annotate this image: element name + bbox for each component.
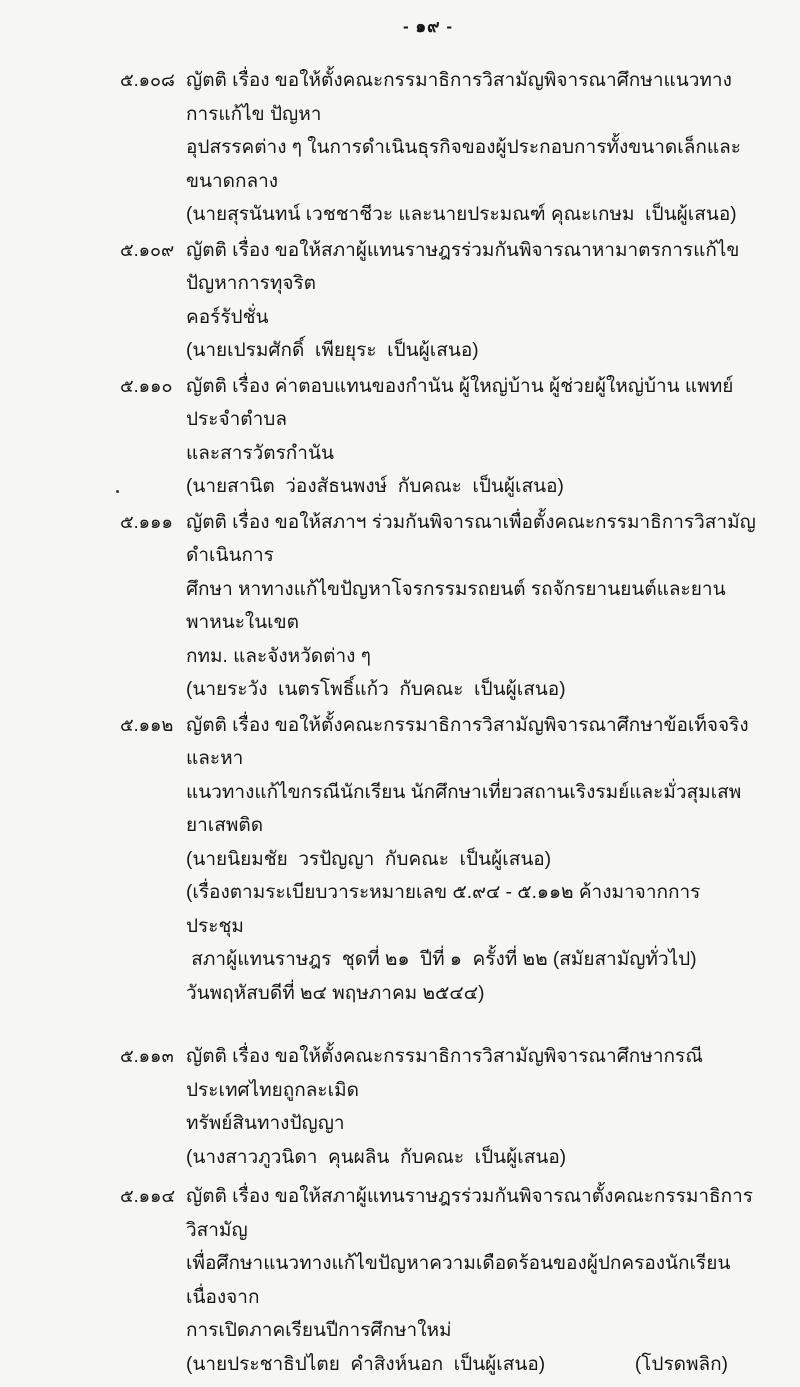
motion-line: ทรัพย์สินทางปัญญา <box>186 1113 345 1134</box>
motion-line: ญัตติ เรื่อง ขอให้สภาฯ ร่วมกันพิจารณาเพื่อตั้งคณะกรรมาธิการวิสามัญดำเนินการ <box>186 511 756 566</box>
motion-number: ๕.๑๑๒ <box>120 714 174 735</box>
scan-speck-dot <box>116 490 119 493</box>
motion-line: ญัตติ เรื่อง ขอให้ตั้งคณะกรรมาธิการวิสามัญพิจารณาศึกษากรณีประเทศไทยถูกละเมิด <box>186 1046 703 1101</box>
motion-item <box>120 506 756 707</box>
motion-proposer: (นายประชาธิปไตย คำสิงห์นอก เป็นผู้เสนอ) <box>186 1353 546 1375</box>
motion-text <box>186 1040 756 1174</box>
motion-number: ๕.๑๐๘ <box>120 70 175 90</box>
motion-line: (นายระวัง เนตรโพธิ์แก้ว กับคณะ เป็นผู้เสนอ) <box>186 679 566 700</box>
motion-number: ๕.๑๑๔ <box>120 1186 176 1206</box>
motion-number: ๕.๑๐๙ <box>120 239 175 260</box>
motion-item <box>120 64 756 232</box>
motion-item <box>120 1040 756 1174</box>
motion-section <box>120 64 756 1010</box>
motion-line: (เรื่องตามระเบียบวาระหมายเลข ๕.๙๔ - ๕.๑๑๒ ค้างมาจากการประชุม <box>186 882 701 937</box>
motion-line: กทม. และจังหวัดต่าง ๆ <box>186 645 371 667</box>
motion-item <box>120 370 756 504</box>
motion-line: ญัตติ เรื่อง ขอให้สภาผู้แทนราษฎรร่วมกันพิจารณาตั้งคณะกรรมาธิการวิสามัญ <box>186 1186 754 1241</box>
motion-text <box>186 1180 756 1381</box>
motion-line: (นายสานิต ว่องสัธนพงษ์ กับคณะ เป็นผู้เสนอ) <box>186 476 564 497</box>
motion-line: ญัตติ เรื่อง ค่าตอบแทนของกำนัน ผู้ใหญ่บ้าน ผู้ช่วยผู้ใหญ่บ้าน แพทย์ประจำตำบล <box>186 375 734 430</box>
motion-line: คอร์รัปชั่น <box>186 306 269 328</box>
motion-text <box>186 709 756 1011</box>
motion-text <box>186 64 756 232</box>
motion-line: (นายเปรมศักดิ์ เพียยุระ เป็นผู้เสนอ) <box>186 340 479 361</box>
page-number: - ๑๙ - <box>402 17 453 36</box>
motion-line: (นางสาวภูวนิดา คุนผลิน กับคณะ เป็นผู้เสนอ) <box>186 1146 567 1168</box>
motion-line: (นายนิยมชัย วรปัญญา กับคณะ เป็นผู้เสนอ) <box>186 848 552 870</box>
motion-number: ๕.๑๑๐ <box>120 375 173 396</box>
motion-item <box>120 1180 756 1381</box>
motion-line: แนวทางแก้ไขกรณีนักเรียน นักศึกษาเที่ยวสถานเริงรมย์และมั่วสุมเสพยาเสพติด <box>186 781 742 836</box>
motion-line: ญัตติ เรื่อง ขอให้ตั้งคณะกรรมาธิการวิสามัญพิจารณาศึกษาแนวทางการแก้ไข ปัญหา <box>186 70 732 125</box>
motion-text <box>186 234 756 368</box>
motion-line: และสารวัตรกำนัน <box>186 442 334 464</box>
motion-number: ๕.๑๑๓ <box>120 1046 174 1066</box>
motion-list <box>120 64 756 1387</box>
motion-number: ๕.๑๑๑ <box>120 511 173 532</box>
turn-page-note: (โปรดพลิก) <box>634 1353 728 1375</box>
motion-section <box>120 1040 756 1381</box>
motion-line: (นายสุรนันทน์ เวชชาชีวะ และนายประมณฑ์ คุณะเกษม เป็นผู้เสนอ) <box>186 204 737 225</box>
motion-line: วันพฤหัสบดีที่ ๒๔ พฤษภาคม ๒๕๔๔) <box>186 982 485 1004</box>
motion-line: ญัตติ เรื่อง ขอให้ตั้งคณะกรรมาธิการวิสามัญพิจารณาศึกษาข้อเท็จจริงและหา <box>186 714 749 769</box>
motion-line: ญัตติ เรื่อง ขอให้สภาผู้แทนราษฎรร่วมกันพิจารณาหามาตรการแก้ไขปัญหาการทุจริต <box>186 239 740 294</box>
motion-line <box>186 1348 756 1382</box>
motion-line: สภาผู้แทนราษฎร ชุดที่ ๒๑ ปีที่ ๑ ครั้งที่ ๒๒ (สมัยสามัญทั่วไป) <box>186 949 697 970</box>
motion-line: เพื่อศึกษาแนวทางแก้ไขปัญหาความเดือดร้อนของผู้ปกครองนักเรียน เนื่องจาก <box>186 1253 736 1308</box>
motion-line: การเปิดภาคเรียนปีการศึกษาใหม่ <box>186 1320 452 1341</box>
motion-item <box>120 234 756 368</box>
motion-text <box>186 506 756 707</box>
motion-line: ศึกษา หาทางแก้ไขปัญหาโจรกรรมรถยนต์ รถจักรยานยนต์และยานพาหนะในเขต <box>186 578 726 633</box>
motion-text <box>186 370 756 504</box>
motion-line: อุปสรรคต่าง ๆ ในการดำเนินธุรกิจของผู้ประกอบการทั้งขนาดเล็กและขนาดกลาง <box>186 137 741 192</box>
motion-item <box>120 709 756 1011</box>
